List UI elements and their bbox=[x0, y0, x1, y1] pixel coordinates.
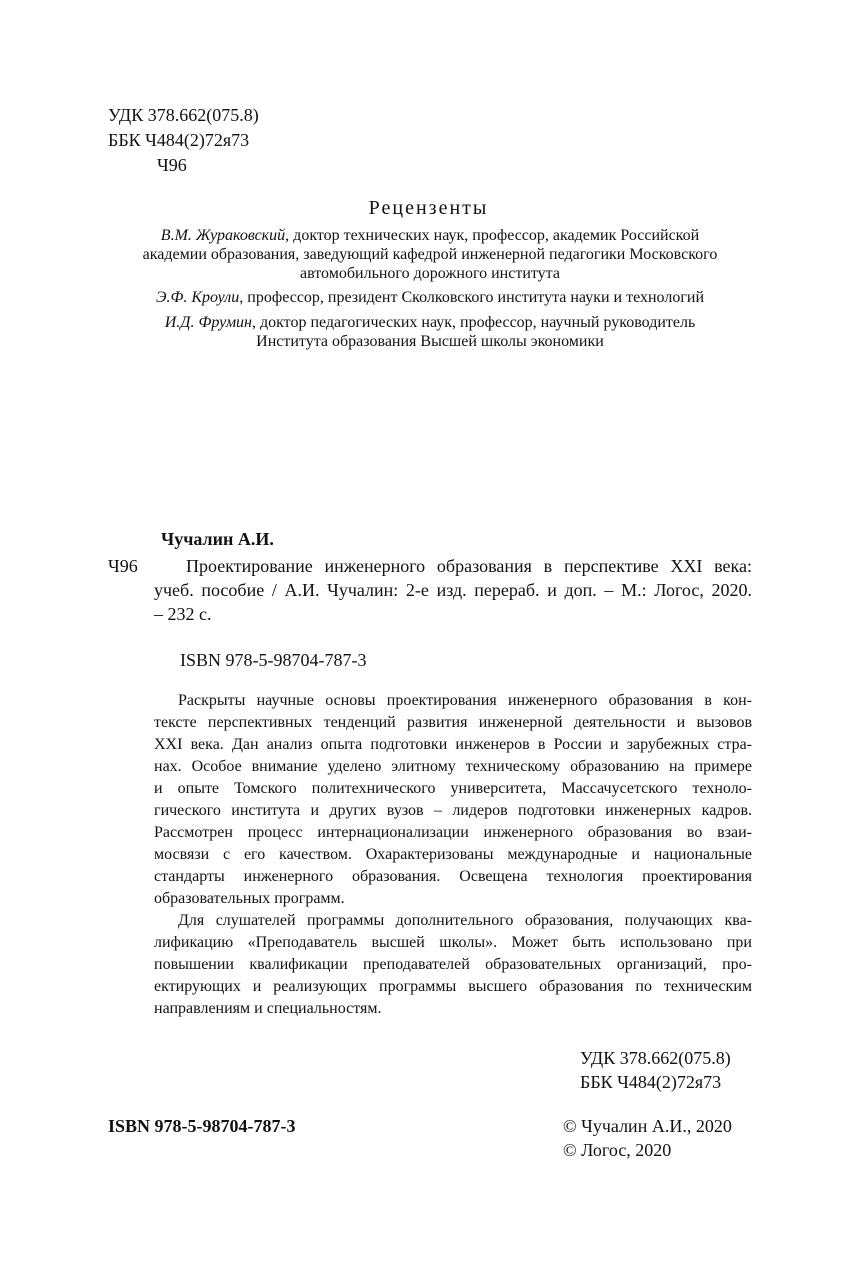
reviewer-name: В.М. Жураковский bbox=[160, 227, 286, 244]
catalog-isbn: ISBN 978-5-98704-787-3 bbox=[180, 650, 367, 670]
abstract-line: тексте перспективных тенденций развития инженерной деятельности и вызовов bbox=[154, 714, 752, 731]
audience-line: ектирующих и реализующих программы высшего образования по техническим bbox=[154, 978, 752, 995]
reviewer-credentials: , доктор педагогических наук, профессор, научный руководитель bbox=[251, 314, 696, 331]
copyright-author: © Чучалин А.И., 2020 bbox=[563, 1116, 732, 1136]
reviewer-credentials: Института образования Высшей школы экономики bbox=[256, 333, 604, 350]
reviewer-credentials: академии образования, заведующий кафедрой инженерной педагогики Московского bbox=[142, 246, 718, 263]
audience-line: направлениям и специальностям. bbox=[154, 1000, 382, 1017]
bbk-code-top: ББК Ч484(2)72я73 bbox=[108, 130, 250, 150]
abstract-line: образовательных программ. bbox=[154, 890, 345, 907]
abstract-line: Раскрыты научные основы проектирования инженерного образования в кон- bbox=[178, 692, 752, 709]
copyright-publisher: © Логос, 2020 bbox=[563, 1140, 672, 1160]
isbn-bottom: ISBN 978-5-98704-787-3 bbox=[108, 1116, 296, 1136]
audience-line: Для слушателей программы дополнительного образования, получающих ква- bbox=[178, 912, 752, 929]
catalog-title-line: Проектирование инженерного образования в перспективе XXI века: bbox=[186, 556, 752, 576]
catalog-title-line: учеб. пособие / А.И. Чучалин: 2-е изд. перераб. и доп. – М.: Логос, 2020. bbox=[154, 580, 752, 600]
reviewer-name: Э.Ф. Кроули bbox=[155, 289, 240, 306]
reviewer-entry-1 bbox=[100, 226, 760, 283]
author-mark-top: Ч96 bbox=[157, 155, 187, 175]
abstract-line: гического института и других вузов – лидеров подготовки инженерных кадров. bbox=[154, 802, 752, 819]
reviewers-heading: Рецензенты bbox=[368, 197, 489, 219]
udk-code-top: УДК 378.662(075.8) bbox=[108, 105, 259, 125]
reviewer-name: И.Д. Фрумин bbox=[164, 314, 252, 331]
reviewer-credentials: автомобильного дорожного института bbox=[300, 265, 560, 282]
reviewer-credentials: , доктор технических наук, профессор, академик Российской bbox=[285, 227, 700, 244]
audience-line: лификацию «Преподаватель высшей школы». Может быть использовано при bbox=[154, 934, 752, 951]
reviewer-credentials: , профессор, президент Сколковского института науки и технологий bbox=[239, 289, 705, 306]
udk-code-bottom: УДК 378.662(075.8) bbox=[580, 1048, 731, 1068]
catalog-author-mark: Ч96 bbox=[108, 556, 138, 576]
abstract-line: нах. Особое внимание уделено элитному техническому образованию на примере bbox=[154, 758, 752, 775]
catalog-author: Чучалин А.И. bbox=[161, 529, 274, 549]
reviewer-entry-3 bbox=[100, 313, 760, 351]
abstract-line: мосвязи с его качеством. Охарактеризованы международные и национальные bbox=[154, 846, 752, 863]
abstract-line: стандарты инженерного образования. Освещена технология проектирования bbox=[154, 868, 752, 885]
bbk-code-bottom: ББК Ч484(2)72я73 bbox=[580, 1072, 722, 1092]
abstract-line: XXI века. Дан анализ опыта подготовки инженеров в России и зарубежных стра- bbox=[154, 736, 752, 753]
reviewer-entry-2 bbox=[100, 288, 760, 307]
abstract-line: и опыте Томского политехнического университета, Массачусетского техноло- bbox=[154, 780, 752, 797]
audience-line: повышении квалификации преподавателей образовательных организаций, про- bbox=[154, 956, 752, 973]
catalog-title-line: – 232 с. bbox=[154, 604, 212, 624]
abstract-line: Рассмотрен процесс интернационализации инженерного образования во взаи- bbox=[154, 824, 752, 841]
